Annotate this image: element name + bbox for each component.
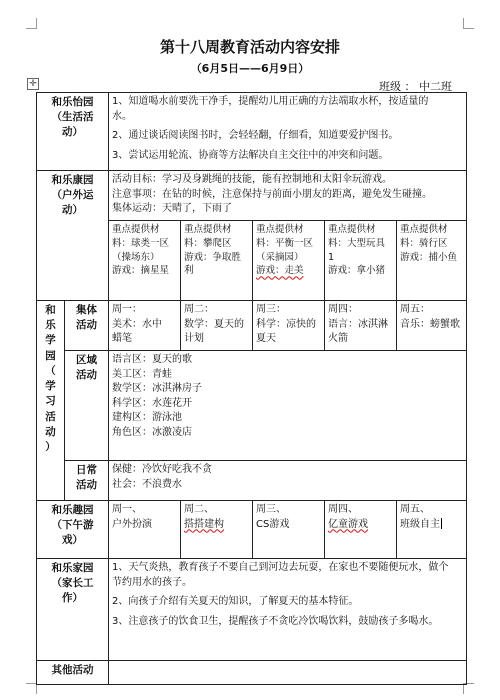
group-activity-day[interactable]: 周四： 语言：冰淇淋 火箭 bbox=[325, 301, 397, 351]
class-label: 班级 ： 中二班 bbox=[379, 80, 452, 93]
outdoor-material-cell[interactable]: 重点提供材 料：平衡一区 （采摘园） 游戏：走美 bbox=[253, 221, 325, 301]
learning-area-row bbox=[37, 351, 467, 461]
area-item: 数学区：冰淇淋房子 bbox=[112, 383, 202, 394]
outdoor-material-cell[interactable]: 重点提供材 料：骑行区 游戏：捕小鱼 bbox=[397, 221, 467, 301]
games-day[interactable]: 周二、 搭搭建构 bbox=[181, 501, 253, 559]
area-item: 科学区：水莲花开 bbox=[112, 397, 192, 409]
daily-activity-content[interactable] bbox=[109, 461, 467, 501]
area-item: 角色区：冰激凌店 bbox=[112, 426, 192, 438]
games-row bbox=[37, 501, 467, 559]
other-row bbox=[37, 661, 467, 685]
life-item: 3、尝试运用轮流、协商等方法解决自主交往中的冲突和问题。 bbox=[112, 149, 389, 161]
margin-corner-mark bbox=[26, 18, 37, 29]
outdoor-material-cell[interactable]: 重点提供材 料：大型玩具 1 游戏：拿小猪 bbox=[325, 221, 397, 301]
games-day[interactable]: 周四、 亿童游戏 bbox=[325, 501, 397, 559]
outdoor-goal: 活动目标：学习及身跳绳的技能，能有控制地和太阳伞玩游戏。 bbox=[112, 174, 392, 185]
other-header: 其他活动 bbox=[37, 661, 109, 685]
group-activity-header: 集体 活动 bbox=[65, 301, 109, 351]
daily-item: 保健：冷饮好吃我不贪 bbox=[112, 464, 212, 475]
family-content[interactable] bbox=[109, 559, 467, 661]
life-item: 1、知道喝水前要洗干净手，提醒幼儿用正确的方法端取水杯，按适量的 bbox=[112, 96, 429, 107]
life-row bbox=[37, 93, 467, 171]
margin-corner-mark bbox=[463, 18, 474, 29]
family-item: 1、天气炎热，教育孩子不要自己到河边去玩耍，在家也不要随便玩水，做个 bbox=[112, 562, 449, 573]
area-activity-content[interactable] bbox=[109, 351, 467, 461]
table-move-handle-icon[interactable]: ✛ bbox=[27, 78, 39, 90]
group-activity-day[interactable]: 周五： 音乐：螃蟹歌 bbox=[397, 301, 467, 351]
family-item: 节约用水的孩子。 bbox=[112, 576, 192, 588]
outdoor-material-cell[interactable]: 重点提供材 料：球类一区 （操场东） 游戏：摘星星 bbox=[109, 221, 181, 301]
activity-plan-table[interactable] bbox=[36, 92, 467, 685]
outdoor-header: 和乐康园 （户外运 动） bbox=[37, 171, 109, 301]
games-day[interactable]: 周一、 户外扮演 bbox=[109, 501, 181, 559]
document-title: 第十八周教育活动内容安排 bbox=[159, 38, 340, 56]
area-item: 语言区：夏天的歌 bbox=[112, 354, 192, 365]
area-activity-header: 区域 活动 bbox=[65, 351, 109, 461]
daily-item: 社会：不浪费水 bbox=[112, 478, 182, 490]
text-cursor bbox=[441, 518, 442, 529]
group-activity-day[interactable]: 周一： 美术：水中 蜡笔 bbox=[109, 301, 181, 351]
daily-activity-header: 日常 活动 bbox=[65, 461, 109, 501]
life-item: 2、通过谈话阅读图书时，会轻轻翻，仔细看，知道要爱护图书。 bbox=[112, 130, 399, 141]
family-row bbox=[37, 559, 467, 661]
group-activity-day[interactable]: 周三： 科学：凉快的 夏天 bbox=[253, 301, 325, 351]
date-range: （6月5日——6月9日） bbox=[190, 62, 310, 75]
games-header: 和乐趣园 （下午游 戏） bbox=[37, 501, 109, 559]
outdoor-goal-row bbox=[37, 171, 467, 221]
family-item: 2、向孩子介绍有关夏天的知识，了解夏天的基本特征。 bbox=[112, 596, 359, 607]
family-item: 3、注意孩子的饮食卫生，提醒孩子不贪吃冷饮喝饮料，鼓励孩子多喝水。 bbox=[112, 615, 439, 627]
games-day[interactable]: 周三、 CS游戏 bbox=[253, 501, 325, 559]
learning-header: 和 乐 学 园 （ 学 习 活 动 ） bbox=[37, 301, 65, 501]
area-item: 美工区：青蛙 bbox=[112, 368, 172, 380]
other-content[interactable] bbox=[109, 661, 467, 685]
area-item: 建构区：游泳池 bbox=[112, 412, 182, 423]
games-day[interactable]: 周五、 班级自主 bbox=[397, 501, 467, 559]
life-item: 水。 bbox=[112, 110, 132, 122]
outdoor-goal-content[interactable] bbox=[109, 171, 467, 221]
learning-group-row bbox=[37, 301, 467, 351]
learning-daily-row bbox=[37, 461, 467, 501]
family-header: 和乐家园 （家长工 作） bbox=[37, 559, 109, 661]
outdoor-note: 注意事项：在钻的时候，注意保持与前面小朋友的距离，避免发生碰撞。 bbox=[112, 188, 432, 200]
group-activity-day[interactable]: 周二： 数学：夏天的 计划 bbox=[181, 301, 253, 351]
outdoor-material-cell[interactable]: 重点提供材 料：攀爬区 游戏：争取胜 利 bbox=[181, 221, 253, 301]
outdoor-group: 集体运动：天晴了，下雨了 bbox=[112, 203, 232, 214]
life-content[interactable] bbox=[109, 93, 467, 171]
life-header: 和乐怡园 （生活活 动） bbox=[37, 93, 109, 171]
